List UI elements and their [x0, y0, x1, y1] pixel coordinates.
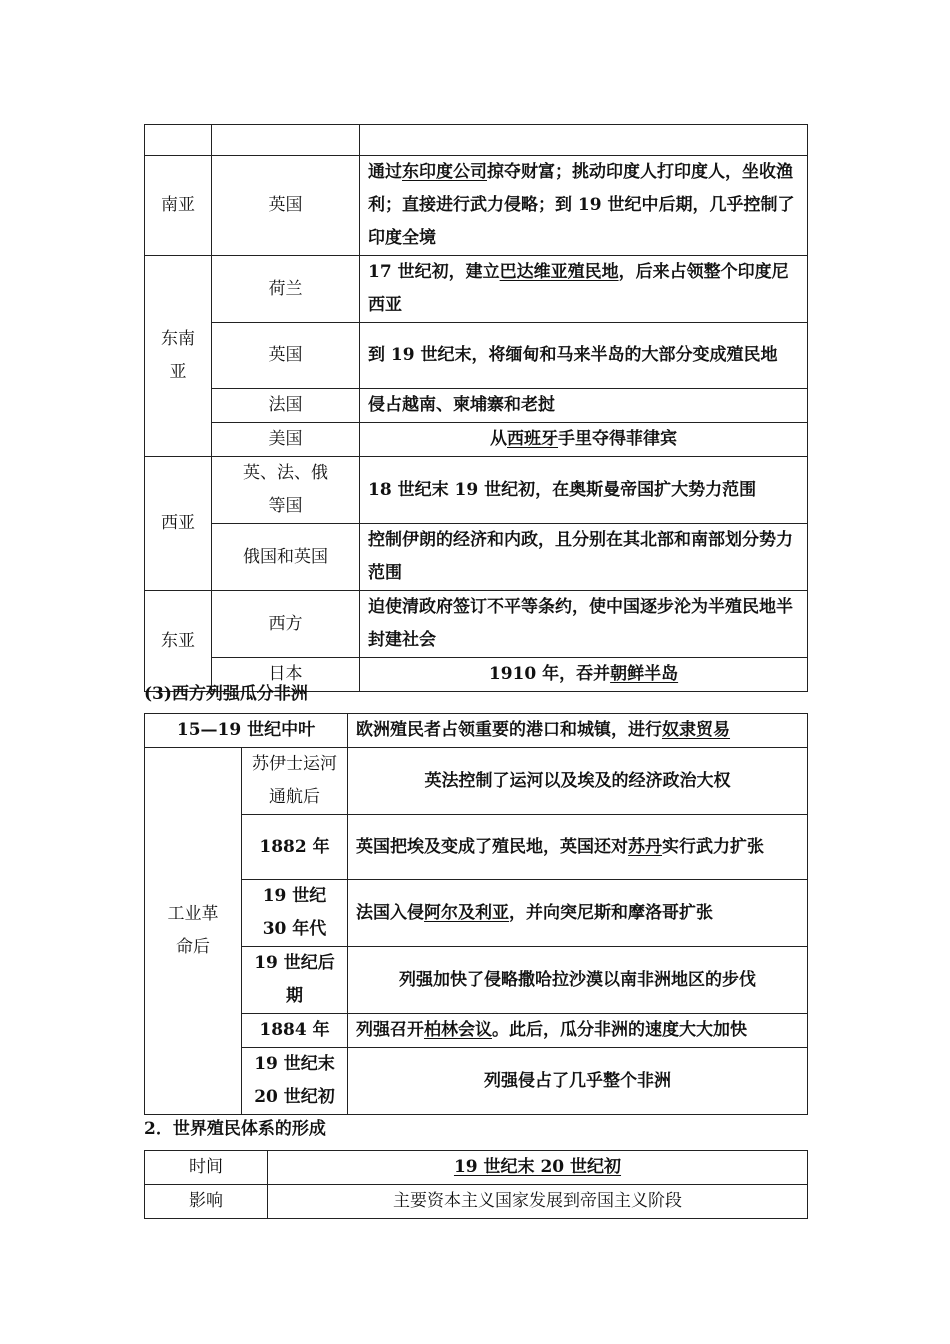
- power-cell: 法国: [212, 389, 360, 423]
- table-row: [145, 256, 808, 323]
- underlined-term: 苏丹: [628, 836, 663, 857]
- empty-cell: [360, 125, 808, 156]
- underlined-term: 巴达维亚殖民地: [499, 262, 619, 282]
- value-cell: 主要资本主义国家发展到帝国主义阶段: [268, 1185, 808, 1219]
- table-row: [145, 1185, 808, 1219]
- underlined-term: 柏林会议: [424, 1020, 493, 1040]
- table-row: [145, 815, 808, 880]
- content-cell: 英法控制了运河以及埃及的经济政治大权: [348, 748, 808, 815]
- underlined-term: 东印度公司: [402, 162, 487, 182]
- underlined-term: 朝鲜半岛: [610, 664, 679, 684]
- asia-colonization-table: [144, 124, 808, 692]
- label-cell: 时间: [145, 1151, 268, 1185]
- content-cell: 法国入侵阿尔及利亚，并向突尼斯和摩洛哥扩张: [348, 880, 808, 947]
- power-cell: 美国: [212, 423, 360, 457]
- table-row: [145, 457, 808, 524]
- content-cell: 18 世纪末 19 世纪初，在奥斯曼帝国扩大势力范围: [360, 457, 808, 524]
- time-cell: 1884 年: [242, 1014, 348, 1048]
- section-2-heading: 2．世界殖民体系的形成: [144, 1119, 326, 1139]
- table-row: [145, 880, 808, 947]
- power-cell: 英国: [212, 323, 360, 389]
- table-row: [145, 323, 808, 389]
- content-cell: 列强召开柏林会议。此后，瓜分非洲的速度大大加快: [348, 1014, 808, 1048]
- content-cell: 控制伊朗的经济和内政，且分别在其北部和南部划分势力范围: [360, 524, 808, 591]
- content-cell: 从西班牙手里夺得菲律宾: [360, 423, 808, 457]
- section-3-heading: (3)西方列强瓜分非洲: [144, 684, 308, 704]
- time-cell: 1882 年: [242, 815, 348, 880]
- colonial-system-table: [144, 1150, 808, 1219]
- time-cell: 19 世纪 30 年代: [242, 880, 348, 947]
- table-row: [145, 947, 808, 1014]
- content-cell: 列强侵占了几乎整个非洲: [348, 1048, 808, 1115]
- table-row: [145, 1014, 808, 1048]
- content-cell: 迫使清政府签订不平等条约，使中国逐步沦为半殖民地半封建社会: [360, 591, 808, 658]
- power-cell: 英国: [212, 156, 360, 256]
- content-cell: 1910 年，吞并朝鲜半岛: [360, 658, 808, 692]
- empty-cell: [212, 125, 360, 156]
- content-cell: 侵占越南、柬埔寨和老挝: [360, 389, 808, 423]
- table-row: [145, 125, 808, 156]
- table-row: [145, 524, 808, 591]
- content-cell: 欧洲殖民者占领重要的港口和城镇，进行奴隶贸易: [348, 714, 808, 748]
- content-cell: 英国把埃及变成了殖民地，英国还对苏丹实行武力扩张: [348, 815, 808, 880]
- group-label-cell: 工业革命后: [145, 748, 242, 1115]
- table-row: [145, 423, 808, 457]
- region-cell: 西亚: [145, 457, 212, 591]
- table-row: [145, 748, 808, 815]
- value-cell: [268, 1151, 808, 1185]
- power-cell: 荷兰: [212, 256, 360, 323]
- period-cell: 15—19 世纪中叶: [145, 714, 348, 748]
- region-cell: 东南亚: [145, 256, 212, 457]
- table-row: [145, 714, 808, 748]
- empty-cell: [145, 125, 212, 156]
- content-cell: 17 世纪初，建立巴达维亚殖民地，后来占领整个印度尼西亚: [360, 256, 808, 323]
- power-cell: 俄国和英国: [212, 524, 360, 591]
- underlined-term: 奴隶贸易: [662, 720, 731, 740]
- label-cell: 影响: [145, 1185, 268, 1219]
- time-cell: 19 世纪后期: [242, 947, 348, 1014]
- region-cell: 南亚: [145, 156, 212, 256]
- table-row: [145, 1151, 808, 1185]
- table-row: [145, 591, 808, 658]
- content-cell: 列强加快了侵略撒哈拉沙漠以南非洲地区的步伐: [348, 947, 808, 1014]
- underlined-term: 阿尔及利亚: [424, 902, 510, 923]
- content-cell: 通过东印度公司掠夺财富；挑动印度人打印度人，坐收渔利；直接进行武力侵略；到 19 世纪中后期，几乎控制了印度全境: [360, 156, 808, 256]
- time-cell: 19 世纪末 20 世纪初: [242, 1048, 348, 1115]
- table-row: [145, 156, 808, 256]
- power-cell: 日本: [212, 658, 360, 692]
- table-row: [145, 1048, 808, 1115]
- time-cell: 苏伊士运河通航后: [242, 748, 348, 815]
- power-cell: 西方: [212, 591, 360, 658]
- power-cell: 英、法、俄等国: [212, 457, 360, 524]
- underlined-term: 西班牙: [507, 429, 558, 449]
- content-cell: 到 19 世纪末，将缅甸和马来半岛的大部分变成殖民地: [360, 323, 808, 389]
- table-row: [145, 389, 808, 423]
- underlined-term: 19 世纪末 20 世纪初: [453, 1157, 622, 1177]
- region-cell: 东亚: [145, 591, 212, 692]
- africa-partition-table: [144, 713, 808, 1115]
